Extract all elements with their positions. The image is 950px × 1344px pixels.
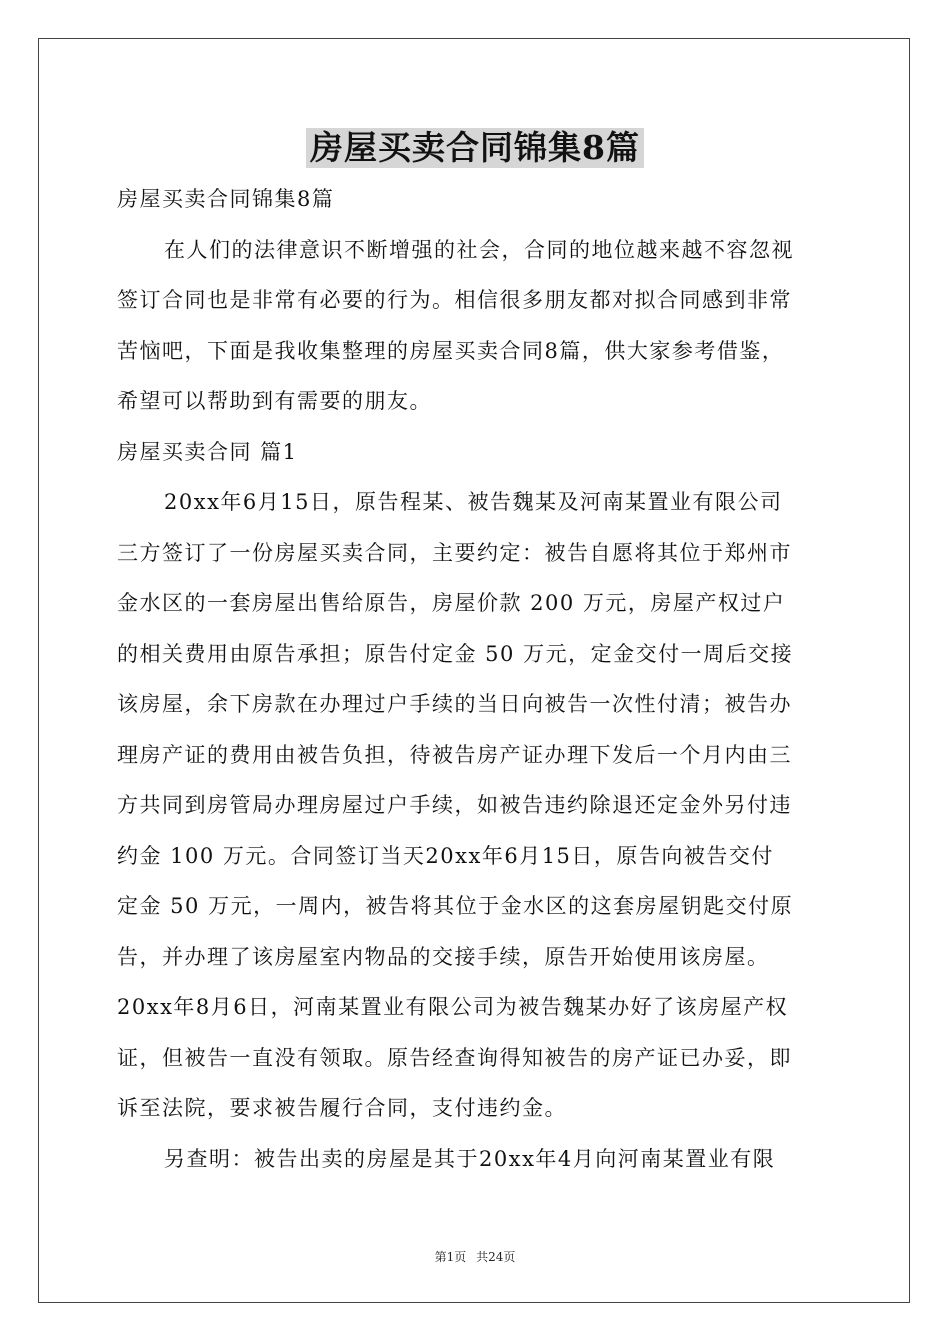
title-wrapper — [0, 128, 950, 168]
text-line: 房屋买卖合同锦集8篇 — [117, 187, 335, 211]
page-footer — [0, 1248, 950, 1265]
document-title: 房屋买卖合同锦集8篇 — [306, 128, 644, 168]
text-line: 三方签订了一份房屋买卖合同，主要约定：被告自愿将其位于郑州市 — [117, 540, 792, 565]
text-line: 证，但被告一直没有领取。原告经查询得知被告的房产证已办妥，即 — [117, 1045, 792, 1070]
text-line: 告，并办理了该房屋室内物品的交接手续，原告开始使用该房屋。 — [117, 944, 770, 969]
text-line: 方共同到房管局办理房屋过户手续，如被告违约除退还定金外另付违 — [117, 793, 792, 817]
text-line: 签订合同也是非常有必要的行为。相信很多朋友都对拟合同感到非常 — [117, 288, 792, 312]
page-number: 第1页 — [434, 1250, 467, 1264]
text-line: 另查明：被告出卖的房屋是其于20xx年4月向河南某置业有限 — [164, 1146, 776, 1171]
text-line: 20xx年6月15日，原告程某、被告魏某及河南某置业有限公司 — [164, 490, 783, 514]
text-line: 金水区的一套房屋出售给原告，房屋价款 200 万元，房屋产权过户 — [117, 591, 786, 615]
text-line: 苦恼吧，下面是我收集整理的房屋买卖合同8篇，供大家参考借鉴， — [117, 338, 785, 363]
text-line: 定金 50 万元，一周内，被告将其位于金水区的这套房屋钥匙交付原 — [117, 894, 794, 918]
text-line: 房屋买卖合同 篇1 — [117, 439, 298, 464]
text-line: 希望可以帮助到有需要的朋友。 — [117, 389, 432, 413]
text-line: 在人们的法律意识不断增强的社会，合同的地位越来越不容忽视 — [164, 237, 794, 262]
text-line: 该房屋，余下房款在办理过户手续的当日向被告一次性付清；被告办 — [117, 692, 792, 716]
text-line: 的相关费用由原告承担；原告付定金 50 万元，定金交付一周后交接 — [117, 641, 794, 666]
text-line: 理房产证的费用由被告负担，待被告房产证办理下发后一个月内由三 — [117, 742, 792, 767]
page-total: 共24页 — [476, 1250, 516, 1264]
document-body — [117, 178, 837, 1188]
text-line: 20xx年8月6日，河南某置业有限公司为被告魏某办好了该房屋产权 — [117, 995, 789, 1019]
text-line: 诉至法院，要求被告履行合同，支付违约金。 — [117, 1096, 567, 1120]
text-line: 约金 100 万元。合同签订当天20xx年6月15日，原告向被告交付 — [117, 843, 774, 868]
